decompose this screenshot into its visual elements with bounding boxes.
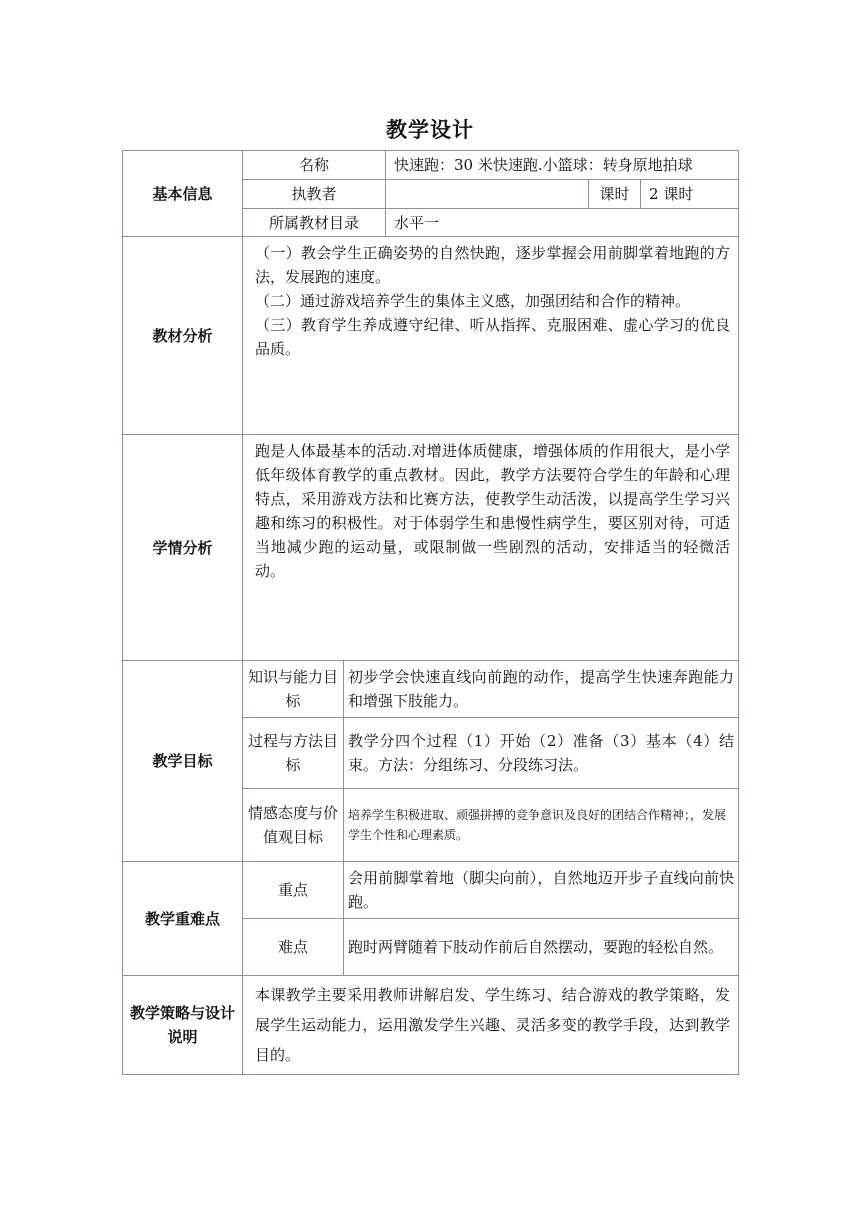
keypoint-label-focus: 重点 — [243, 862, 344, 919]
material-row — [123, 237, 739, 435]
keypoints-heading: 教学重难点 — [123, 862, 243, 976]
students-row — [123, 435, 739, 661]
period-label: 课时 — [589, 180, 641, 209]
catalog-label: 所属教材目录 — [243, 209, 386, 237]
lesson-plan-table — [122, 150, 739, 1075]
students-heading: 学情分析 — [123, 435, 243, 661]
goal-label-process: 过程与方法目标 — [243, 718, 344, 789]
basic-info-heading: 基本信息 — [123, 151, 243, 237]
goal-text-attitude: 培养学生积极进取、顽强拼搏的竞争意识及良好的团结合作精神；，发展学生个性和心理素质。 — [344, 789, 739, 862]
keypoint-text-difficulty: 跑时两臂随着下肢动作前后自然摆动，要跑的轻松自然。 — [344, 919, 739, 976]
catalog-value: 水平一 — [386, 209, 739, 237]
material-paragraph-2: （二）通过游戏培养学生的集体主义感，加强团结和合作的精神。 — [255, 292, 691, 310]
keypoint-text-focus: 会用前脚掌着地（脚尖向前），自然地迈开步子直线向前快跑。 — [344, 862, 739, 919]
strategy-text: 本课教学主要采用教师讲解启发、学生练习、结合游戏的教学策略，发展学生运动能力，运用激发学生兴趣、灵活多变的教学手段，达到教学目的。 — [243, 976, 739, 1075]
document-title: 教学设计 — [386, 118, 474, 142]
goal-label-knowledge: 知识与能力目标 — [243, 661, 344, 718]
teacher-label: 执教者 — [243, 180, 386, 209]
keypoint-row-focus — [123, 862, 739, 919]
material-heading: 教材分析 — [123, 237, 243, 435]
goal-row-knowledge — [123, 661, 739, 718]
goal-text-process: 教学分四个过程（1）开始（2）准备（3）基本（4）结束。方法：分组练习、分段练习法。 — [344, 718, 739, 789]
material-analysis — [243, 237, 739, 435]
keypoint-label-difficulty: 难点 — [243, 919, 344, 976]
strategy-row — [123, 976, 739, 1075]
strategy-heading: 教学策略与设计说明 — [123, 976, 243, 1075]
goal-label-attitude: 情感态度与价值观目标 — [243, 789, 344, 862]
material-paragraph-3: （三）教育学生养成遵守纪律、听从指挥、克服困难、虚心学习的优良品质。 — [255, 316, 731, 358]
goal-text-knowledge: 初步学会快速直线向前跑的动作，提高学生快速奔跑能力和增强下肢能力。 — [344, 661, 739, 718]
goals-heading: 教学目标 — [123, 661, 243, 862]
name-label: 名称 — [243, 151, 386, 180]
basic-row-name — [123, 151, 739, 180]
period-value: 2 课时 — [641, 180, 739, 209]
material-paragraph-1: （一）教会学生正确姿势的自然快跑，逐步掌握会用前脚掌着地跑的方法，发展跑的速度。 — [255, 244, 731, 286]
students-analysis: 跑是人体最基本的活动.对增进体质健康，增强体质的作用很大，是小学低年级体育教学的重点教材。因此，教学方法要符合学生的年龄和心理特点，采用游戏方法和比赛方法，使教学生动活泼，以提高学生学习兴趣和练习的积极性。对于体弱学生和患慢性病学生，要区别对待，可适当地减少跑的运动量，或限制做一些剧烈的活动，安排适当的轻微活动。 — [243, 435, 739, 661]
teacher-value — [386, 180, 589, 209]
name-value: 快速跑：30 米快速跑.小篮球：转身原地拍球 — [386, 151, 739, 180]
